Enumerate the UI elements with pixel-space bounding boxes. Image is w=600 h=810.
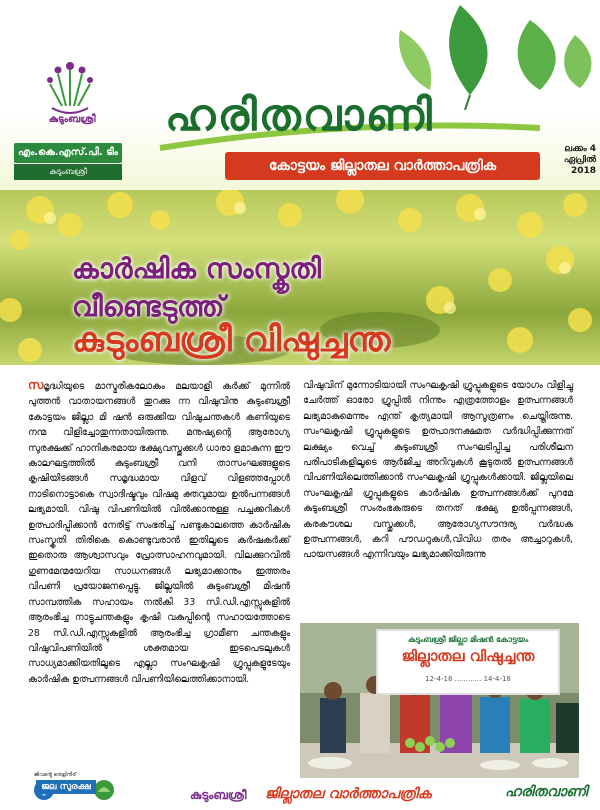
headline-line-3: കുടുംബശ്രീ വിഷുച്ചന്ത <box>72 320 391 360</box>
drop-cap: സ <box>28 378 44 392</box>
headline-line-1: കാർഷിക സംസ്കൃതി <box>72 252 321 285</box>
masthead-subtitle: കോട്ടയം ജില്ലാതല വാർത്താപത്രിക <box>225 152 540 180</box>
footer-bar <box>0 772 600 810</box>
issue-number: ലക്കം 4 <box>564 144 596 154</box>
headline-line-2: വീണ്ടെടുത്ത് <box>72 290 225 323</box>
event-banner-org: കുടുംബശ്രീ ജില്ലാ മിഷൻ കോട്ടയം <box>407 635 529 644</box>
kudumbashree-logo-block <box>14 58 124 183</box>
jala-suraksha-label: ജല സുരക്ഷ <box>36 780 96 794</box>
mkspt-badge: എം.കെ.എസ്.പി. ടീം <box>14 143 122 163</box>
footer-harithavani: ഹരിതവാണി <box>505 784 588 800</box>
article-column-right <box>303 378 573 563</box>
footer-kudumbashree: കുടുംബശ്രീ <box>190 788 247 802</box>
kudumbashree-logo-icon <box>40 58 100 118</box>
issue-info <box>548 144 596 177</box>
event-photo <box>300 623 579 778</box>
event-banner-date: 12-4-18 ............ 14-4-18 <box>425 675 511 683</box>
event-banner <box>376 629 560 695</box>
issue-year: 2018 <box>570 166 596 176</box>
event-banner-title: ജില്ലാതല വിഷുച്ചന്ത <box>401 647 535 665</box>
masthead-title: ഹരിതവാണി <box>165 90 434 141</box>
mkspt-badge-sub: കുടുംബശ്രീ <box>14 164 122 180</box>
masthead <box>0 0 600 190</box>
article-column-left <box>28 378 290 687</box>
jala-suraksha-tagline: ജീവൻ്റെ തെളിനീര് <box>34 772 77 778</box>
hero-banner <box>0 190 600 365</box>
article-text-right: വിഷുവിന് മുന്നോടിയായി സംഘകൃഷി ഗ്രൂപ്പുകളുടെ യോഗം വിളിച്ചു ചേർത്ത് ഓരോ ഗ്രൂപ്പിൽ നിന്നും എത്രത്തോളം ഉത്പന്നങ്ങൾ ലഭ്യമാകുമെന്നും എന്ത് കൃത്യമായി ആസൂത്രണം ചെയ്തിരുന്നു. സംഘകൃഷി ഗ്രൂപ്പുകളുടെ ഉത്പാദനക്ഷമത വർദ്ധിപ്പിക്കുന്നത് ലക്ഷ്യം വെച്ച് കുടുംബശ്രീ സംഘടിപ്പിച്ച പരിശീലന പരിപാടികളിലൂടെ ആർജിച്ച അറിവുകൾ കൂടുതൽ ഉത്പന്നങ്ങൾ വിപണിയിലെത്തിക്കാൻ സംഘകൃഷി ഗ്രൂപ്പുകൾക്കായി. ജില്ലയിലെ സംഘകൃഷി ഗ്രൂപ്പുകളുടെ കാർഷിക ഉത്പന്നങ്ങൾക്ക് പുറമേ കുടുംബശ്രീ സംരംഭകരുടെ തനത് ഭക്ഷ്യ ഉൽപ്പന്നങ്ങൾ, കരകൗശല വസ്തുക്കൾ, ആരോഗ്യസൗന്ദര്യ വർദ്ധക ഉത്പന്നങ്ങൾ, കറി പൗഡറുകൾ,വിവിധ തരം അച്ചാറുകൾ, പായസങ്ങൾ എന്നിവയും ലഭ്യമാക്കിയിരുന്നു <box>303 380 573 561</box>
article-text-left: മൃദ്ധിയുടെ മാസ്മരികലോകം മലയാളി കർക്ക് മുന്നിൽ പുത്തൻ വാതായനങ്ങൾ തുറക്കു ന്ന വിഷുവിനു കുടുംബശ്രീ കോട്ടയം ജില്ലാ മി ഷൻ ഒരുക്കിയ വിഷുചന്തകൾ കണിയുടെ നന്മ വിളിച്ചോതുന്നതായിരുന്നു. മനുഷ്യന്റെ ആരോഗ്യ സുരക്ഷക്ക് ഹാനികരമായ ഭക്ഷ്യവസ്തുക്കൾ ധാരാ ളമാകുന്ന ഈ കാലഘട്ടത്തിൽ കുടുംബശ്രീ വനി താസംഘങ്ങളുടെ കൃഷിയിടങ്ങൾ സമൃദ്ധമായ വിളവ് വിളഞ്ഞപ്പോൾ നാടിനൊട്ടാകെ സ്വാദിഷ്ടവും വിഷമു ക്തവുമായ ഉൽപന്നങ്ങൾ ലഭ്യമായി. വിഷു വിപണിയിൽ വിൽക്കാനുള്ള പച്ചക്കറികൾ ഉത്പാദിപ്പിക്കാൻ നേരിട്ട് സംഭരിച്ച് പണ്ടുകാലത്തെ കാർഷിക സംസ്കൃതി തിരികെ കൊണ്ടുവരാൻ ഇതിലൂടെ കർഷകർക്ക് ഇതൊരു ആശ്വാസവും പ്രോത്സാഹനവുമായി. വിലക്കുറവിൽ ഗുണമേന്മയേറിയ സാധനങ്ങൾ ലഭ്യമാക്കാനും ഇത്തരം വിപണി പ്രയോജനപ്പെട്ടു. ജില്ലയിൽ കുടുംബശ്രീ മിഷൻ സാമ്പത്തിക സഹായം നൽകി 33 സി.ഡി.എസ്സുകളിൽ ആരംഭിച്ച നാട്ടുചന്തകളും കൃഷി വകുപ്പിന്റെ സഹായത്തോടെ 28 സി.ഡി.എസ്സുകളിൽ ആരംഭിച്ച ഗ്രാമീണ ചന്തകളും വിഷുവിപണിയിൽ ശക്തമായ ഇടപെടലുകൾ സാധ്യമാക്കിയതിലൂടെ എല്ലാ സംഘകൃഷി ഗ്രൂപ്പുകളുടേയും കാർഷിക ഉത്പന്നങ്ങൾ വിപണിയിലെത്തിക്കാനായി. <box>28 381 290 685</box>
logo-text: കുടുംബശ്രീ <box>48 114 96 125</box>
footer-newsletter-name: ജില്ലാതല വാർത്താപത്രിക <box>265 786 432 802</box>
issue-month: ഏപ്രിൽ <box>563 155 596 165</box>
